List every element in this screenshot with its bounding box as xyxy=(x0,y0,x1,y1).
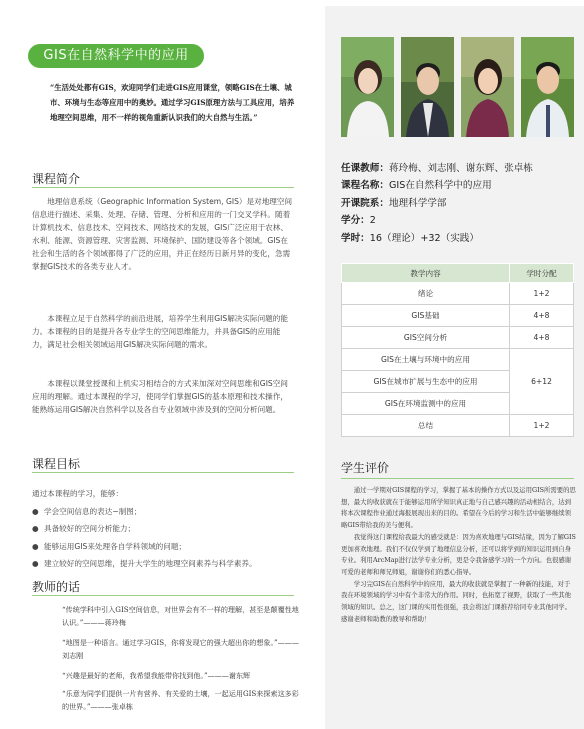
eval-paragraph-3: 学习完GIS在自然科学中的应用，最大的收获就是掌握了一种新的技能，对于我在环境领域的学习中有个非常大的作用。同时，也拓宽了视野，获取了一些其他领域的知识。总之，这门课的实用性很强，我会将这门课推荐给同专业其他同学。感谢老师和助教的教导和帮助！ xyxy=(341,579,572,623)
bullet-icon: ● xyxy=(32,506,39,516)
table-row xyxy=(342,349,574,371)
teacher-photo-3 xyxy=(461,37,514,137)
goal-item-text: 能够运用GIS来处理各自学科领域的问题； xyxy=(44,541,187,551)
credit-label: 学分： xyxy=(341,215,370,227)
table-row xyxy=(342,283,574,305)
table-cell-hours: 4+8 xyxy=(510,305,574,327)
intro-heading-divider xyxy=(32,187,294,188)
table-cell-content: GIS在城市扩展与生态中的应用 xyxy=(342,371,510,393)
goals-heading: 课程目标 xyxy=(32,457,81,471)
table-cell-content: GIS基础 xyxy=(342,305,510,327)
table-cell-hours: 4+8 xyxy=(510,327,574,349)
info-course-row xyxy=(341,177,581,194)
table-row xyxy=(342,415,574,437)
schedule-table xyxy=(341,263,574,437)
teacher-photo-1 xyxy=(341,37,394,137)
course-label: 课程名称： xyxy=(341,180,389,192)
table-cell-hours: 6+12 xyxy=(510,349,574,415)
teacher-quote-2: “地图是一种语言。通过学习GIS，你将发现它的强大超出你的想象。”———刘志刚 xyxy=(62,638,299,660)
table-row xyxy=(342,305,574,327)
info-credit-row xyxy=(341,212,581,229)
goal-item xyxy=(32,503,302,521)
teacher-quote-1: “传统学科中引入GIS空间信息，对世界会有不一样的理解，甚至是颠覆性地认识。”———蒋玲梅 xyxy=(62,605,299,627)
teacher-quote-3: “兴趣是最好的老师，我希望我能带你找到他。”———谢东辉 xyxy=(62,671,251,680)
teacher-quote-4: “乐意为同学们提供一片有营养、有关爱的土壤，一起运用GIS来探索这多彩的世界。”———张卓栋 xyxy=(62,689,299,711)
table-row xyxy=(342,327,574,349)
teachers-value: 蒋玲梅、刘志刚、谢东辉、张卓栋 xyxy=(388,163,533,174)
goal-item-text: 学会空间信息的表达−制图； xyxy=(44,506,142,516)
hours-value: 16（理论）+32（实践） xyxy=(369,232,479,244)
table-cell-content: GIS空间分析 xyxy=(342,327,510,349)
table-cell-hours: 1+2 xyxy=(510,415,574,437)
bullet-icon: ● xyxy=(32,541,39,551)
student-eval-heading: 学生评价 xyxy=(341,461,390,475)
teacher-words-heading: 教师的话 xyxy=(32,580,81,594)
goals-heading-divider xyxy=(32,472,294,473)
info-teachers-row xyxy=(341,160,581,177)
goal-item xyxy=(32,555,302,573)
table-header-row xyxy=(342,264,574,283)
goals-list xyxy=(32,485,302,573)
info-hours-row xyxy=(341,230,581,247)
student-eval-divider xyxy=(341,478,574,479)
table-cell-content: GIS在环境监测中的应用 xyxy=(342,393,510,415)
course-value: GIS在自然科学中的应用 xyxy=(388,180,492,192)
eval-paragraph-1: 通过一学期对GIS课程的学习，掌握了基本的操作方式以及运用GIS所需要的思想，最大的收获就在于能够运用所学知识真正地与自己感兴趣的活动相结合，达到将本次课程作业通过海报展现出来的目的。希望在今后的学习和生活中能够继续领略GIS带给我的美与便利。 xyxy=(341,486,576,530)
bullet-icon: ● xyxy=(32,524,39,533)
student-eval-text xyxy=(341,485,576,625)
teacher-photos xyxy=(341,37,574,137)
table-cell-content: 总结 xyxy=(342,415,510,437)
course-title-banner: GIS在自然科学中的应用 xyxy=(28,44,204,68)
table-cell-content: GIS在土壤与环境中的应用 xyxy=(342,349,510,371)
teacher-words-divider xyxy=(32,595,294,596)
intro-quote: “生活处处都有GIS，欢迎同学们走进GIS应用课堂，领略GIS在土壤、城市、环境与生态等应用中的奥妙。通过学习GIS原理方法与工具应用，培养地理空间思维，用不一样的视角重新认识我们的大自然与生活。” xyxy=(50,83,295,122)
goal-item-text: 建立较好的空间思维，提升大学生的地理空间素养与科学素养。 xyxy=(44,559,257,568)
hours-label: 学时： xyxy=(341,232,370,244)
dept-label: 开课院系： xyxy=(341,197,389,209)
teacher-photo-4 xyxy=(521,37,574,137)
goals-lead: 通过本课程的学习，能够： xyxy=(32,489,124,498)
bullet-icon: ● xyxy=(32,559,39,568)
intro-paragraph-3: 本课程以课堂授课和上机实习相结合的方式来加深对空间思维和GIS空间应用的理解。通过本课程的学习，使同学们掌握GIS的基本原理和技术操作，能熟练运用GIS解决自然科学以及各自专业领域中涉及到的空间分析问题。 xyxy=(32,379,288,414)
goal-item xyxy=(32,538,302,556)
teacher-photo-2 xyxy=(401,37,454,137)
dept-value: 地理科学学部 xyxy=(388,197,447,209)
intro-heading: 课程简介 xyxy=(32,172,81,186)
table-cell-hours: 1+2 xyxy=(510,283,574,305)
teachers-label: 任课教师： xyxy=(341,163,389,174)
table-header-hours: 学时分配 xyxy=(510,264,574,283)
info-dept-row xyxy=(341,195,581,212)
intro-paragraph-2: 本课程立足于自然科学的前沿进展，培养学生利用GIS解决实际问题的能力。本课程的目的是提升各专业学生的空间思维能力，并具备GIS的应用能力，满足社会相关领域运用GIS解决实际问题的需求。 xyxy=(32,314,288,349)
intro-paragraph-1: 地理信息系统（Geographic Information System, GIS）是对地理空间信息进行描述、采集、处理、存储、管理、分析和应用的一门交叉学科。随着计算机技术、信息技术、空间技术、网络技术的发展，GIS广泛应用于农林、水利、能源、资源管理、灾害监测、环境保护、国防建设等各个领域。GIS在社会和生活的各个领域都得了广泛的应用，并正在经历日新月异的变化，急需掌握GIS技术的各类专业人才。 xyxy=(32,197,293,271)
credit-value: 2 xyxy=(369,215,376,227)
goal-item xyxy=(32,520,302,538)
course-info xyxy=(341,160,581,247)
eval-paragraph-2: 我觉得这门课程给我最大的感受就是：因为喜欢地理与GIS结缘，因为了解GIS更加喜欢地理。我们不仅仅学到了地理信息分析，还可以将学到的知识运用到自身专业。利用ArcMap进行法学专业分析，更是令我备感学习的一个方向。也很感谢可爱的老师和师兄师姐，谢谢你们的悉心指导。 xyxy=(341,532,576,576)
table-header-content: 教学内容 xyxy=(342,264,510,283)
table-cell-content: 绪论 xyxy=(342,283,510,305)
goal-item-text: 具备较好的空间分析能力； xyxy=(44,524,136,533)
